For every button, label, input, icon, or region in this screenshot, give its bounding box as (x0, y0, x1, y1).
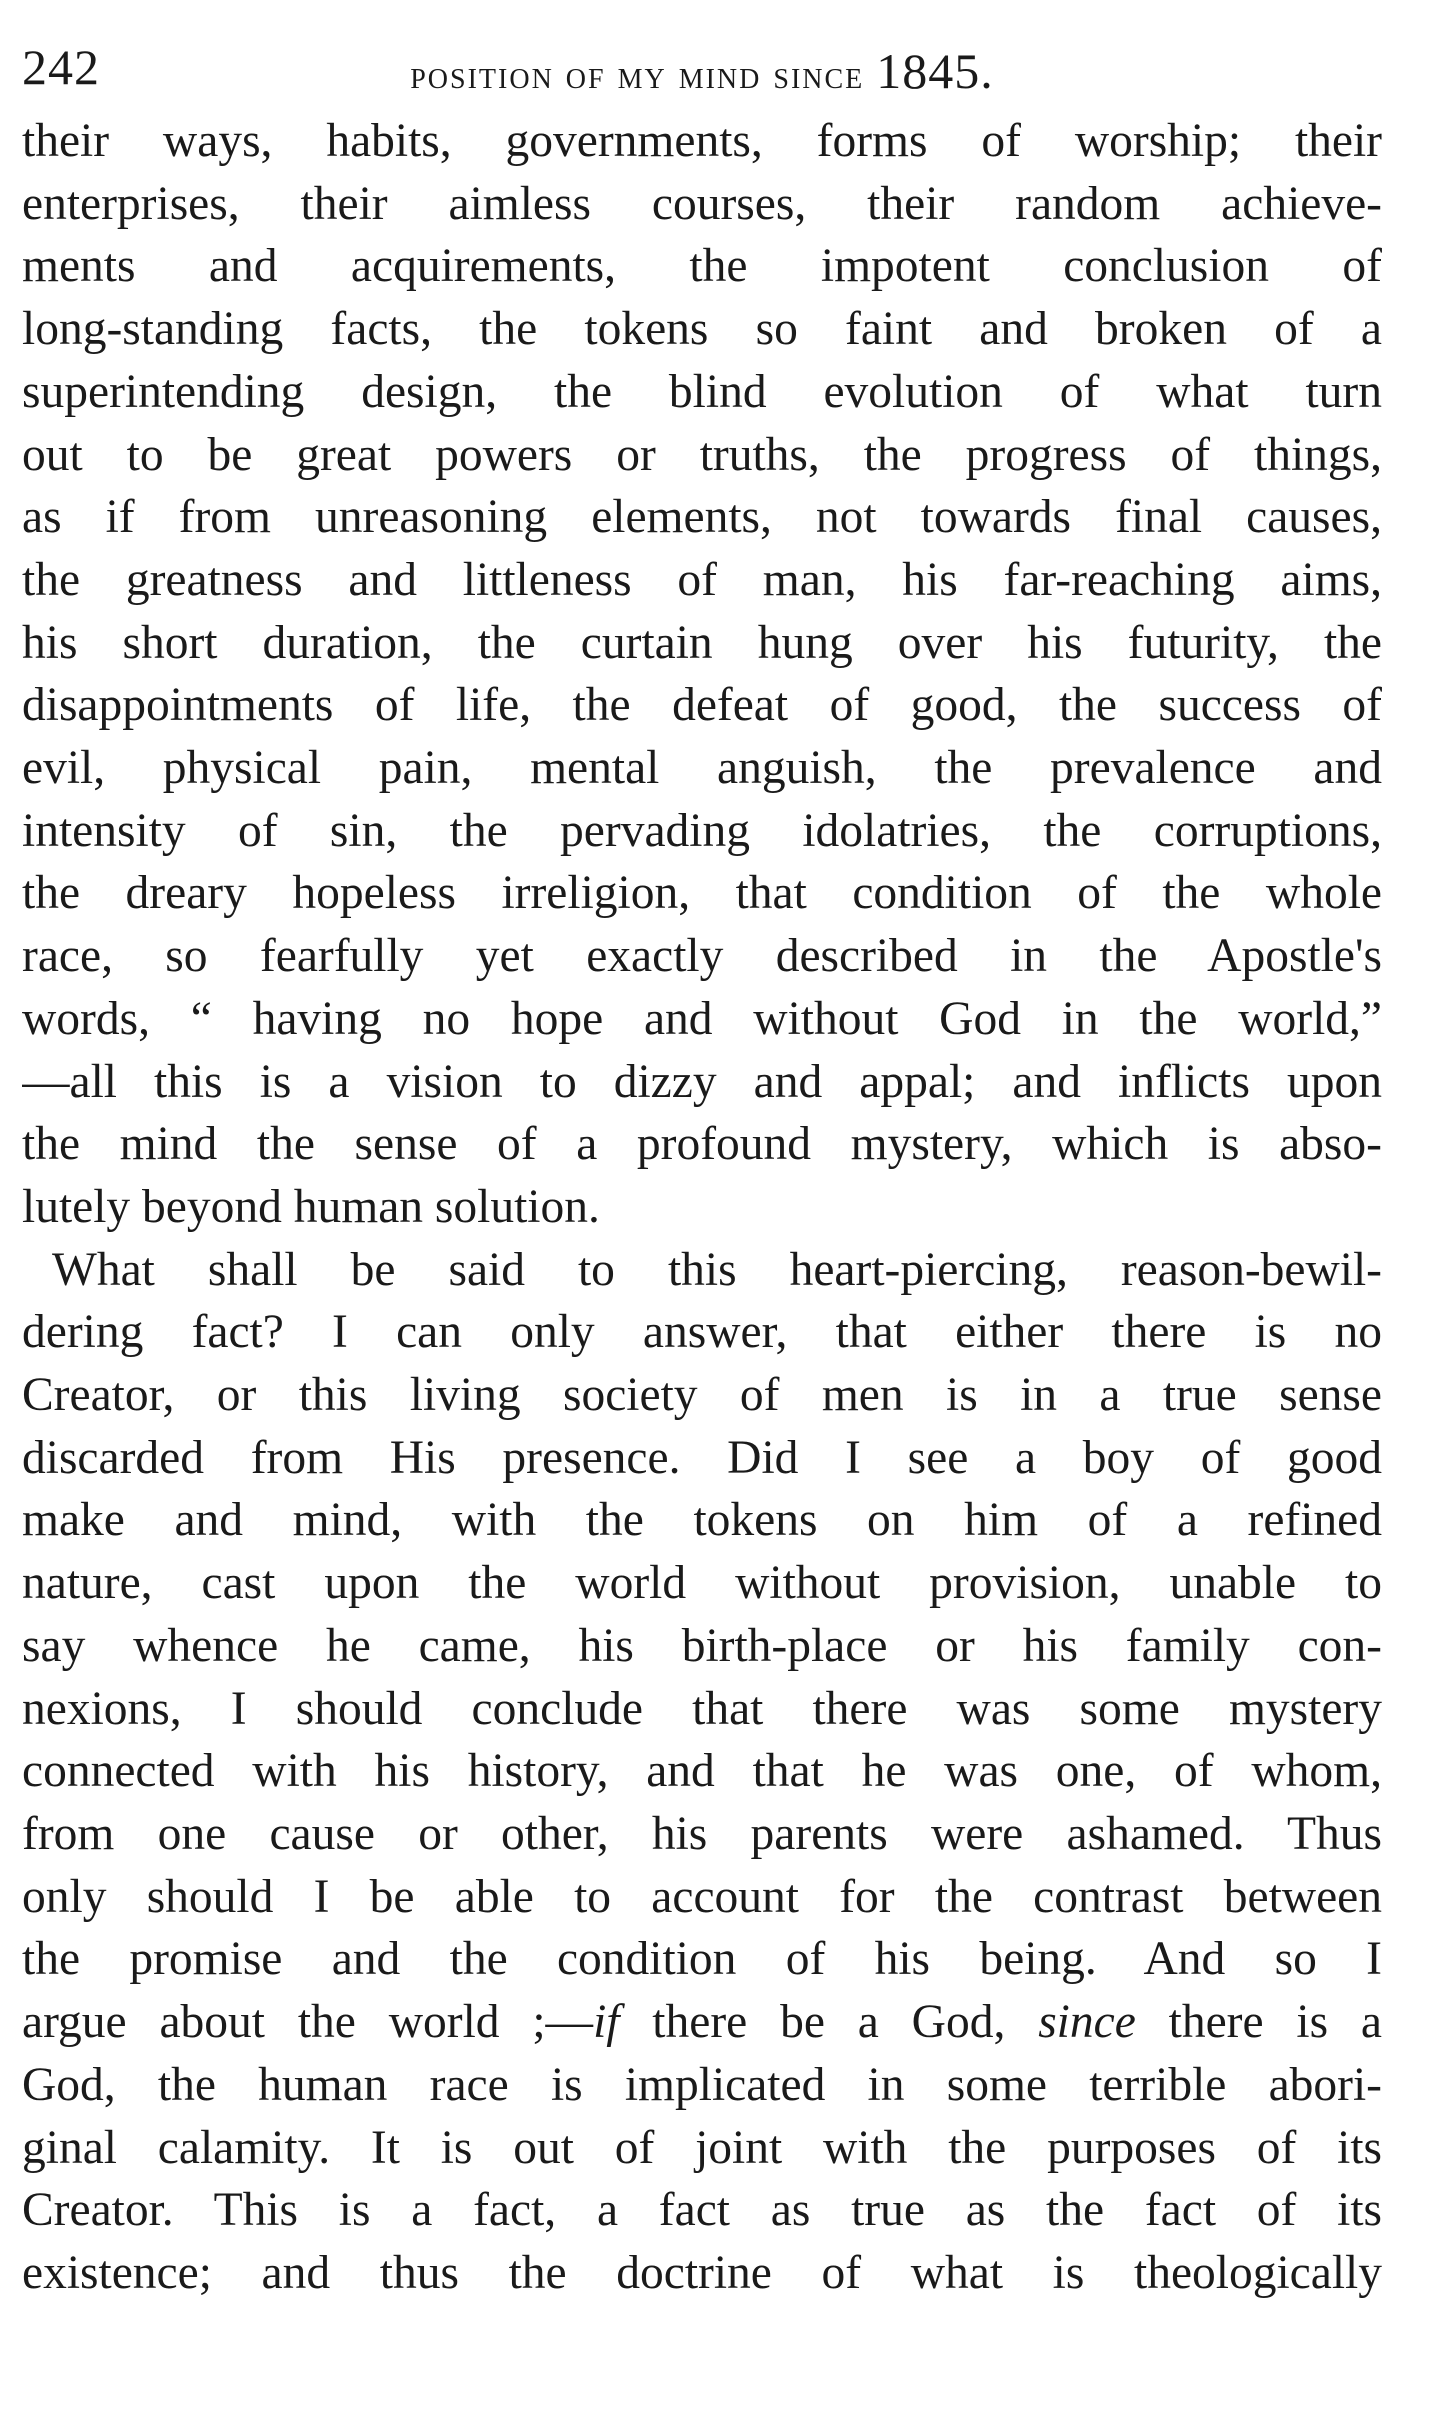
text-line: race, so fearfully yet exactly described in the Apostle's (22, 930, 1382, 983)
text-line-paragraph-start: What shall be said to this heart-piercing, reason-bewil- (52, 1243, 1382, 1296)
text-run: there be a God, (619, 1996, 1039, 2049)
text-line: only should I be able to account for the contrast between (22, 1870, 1382, 1923)
text-line: the dreary hopeless irreligion, that condition of the whole (22, 867, 1382, 920)
text-line: discarded from His presence. Did I see a boy of good (22, 1431, 1382, 1484)
text-line: connected with his history, and that he was one, of whom, (22, 1745, 1382, 1798)
text-line: Creator, or this living society of men is in a true sense (22, 1369, 1382, 1422)
running-title (22, 42, 1382, 100)
text-line: the promise and the condition of his being. And so I (22, 1933, 1382, 1986)
text-line: ments and acquirements, the impotent conclusion of (22, 240, 1382, 293)
text-run: there is a (1135, 1996, 1382, 2049)
text-line: —all this is a vision to dizzy and appal; and inflicts upon (22, 1055, 1382, 1108)
running-title-year: 1845. (876, 43, 994, 99)
text-line: say whence he came, his birth-place or his family con- (22, 1619, 1382, 1672)
text-line: make and mind, with the tokens on him of a refined (22, 1494, 1382, 1547)
text-line: words, “ having no hope and without God in the world,” (22, 992, 1382, 1045)
italic-word-if: if (593, 1996, 620, 2049)
text-line: ginal calamity. It is out of joint with the purposes of its (22, 2121, 1382, 2174)
page-number: 242 (22, 39, 100, 95)
running-head (22, 20, 1382, 110)
text-line: the mind the sense of a profound mystery, which is abso- (22, 1118, 1382, 1171)
body-text (22, 110, 1382, 2305)
text-line: nature, cast upon the world without provision, unable to (22, 1557, 1382, 1610)
text-line: their ways, habits, governments, forms of worship; their (22, 115, 1382, 167)
text-line: as if from unreasoning elements, not towards final causes, (22, 491, 1382, 544)
italic-word-since: since (1038, 1996, 1136, 2049)
text-line: superintending design, the blind evolution of what turn (22, 365, 1382, 418)
text-line: Creator. This is a fact, a fact as true as the fact of its (22, 2184, 1382, 2237)
text-line: nexions, I should conclude that there was some mystery (22, 1682, 1382, 1735)
text-line-with-italics (22, 1991, 1382, 2054)
running-title-text: position of my mind since (410, 52, 865, 97)
text-line: God, the human race is implicated in some terrible abori- (22, 2058, 1382, 2111)
text-line: existence; and thus the doctrine of what is theologically (22, 2246, 1382, 2299)
text-run: argue about the world ;— (22, 1996, 594, 2049)
text-line: from one cause or other, his parents were ashamed. Thus (22, 1807, 1382, 1860)
text-line: enterprises, their aimless courses, their random achieve- (22, 177, 1382, 230)
text-line: long-standing facts, the tokens so faint and broken of a (22, 303, 1382, 356)
text-line: evil, physical pain, mental anguish, the prevalence and (22, 742, 1382, 795)
text-line: intensity of sin, the pervading idolatries, the corruptions, (22, 804, 1382, 857)
text-line: disappointments of life, the defeat of good, the success of (22, 679, 1382, 732)
text-line: out to be great powers or truths, the progress of things, (22, 428, 1382, 481)
text-line: the greatness and littleness of man, his far-reaching aims, (22, 553, 1382, 606)
text-line-paragraph-end: lutely beyond human solution. (22, 1180, 600, 1233)
text-line: his short duration, the curtain hung over his futurity, the (22, 616, 1382, 669)
book-page (22, 20, 1382, 2305)
text-line: dering fact? I can only answer, that either there is no (22, 1306, 1382, 1359)
